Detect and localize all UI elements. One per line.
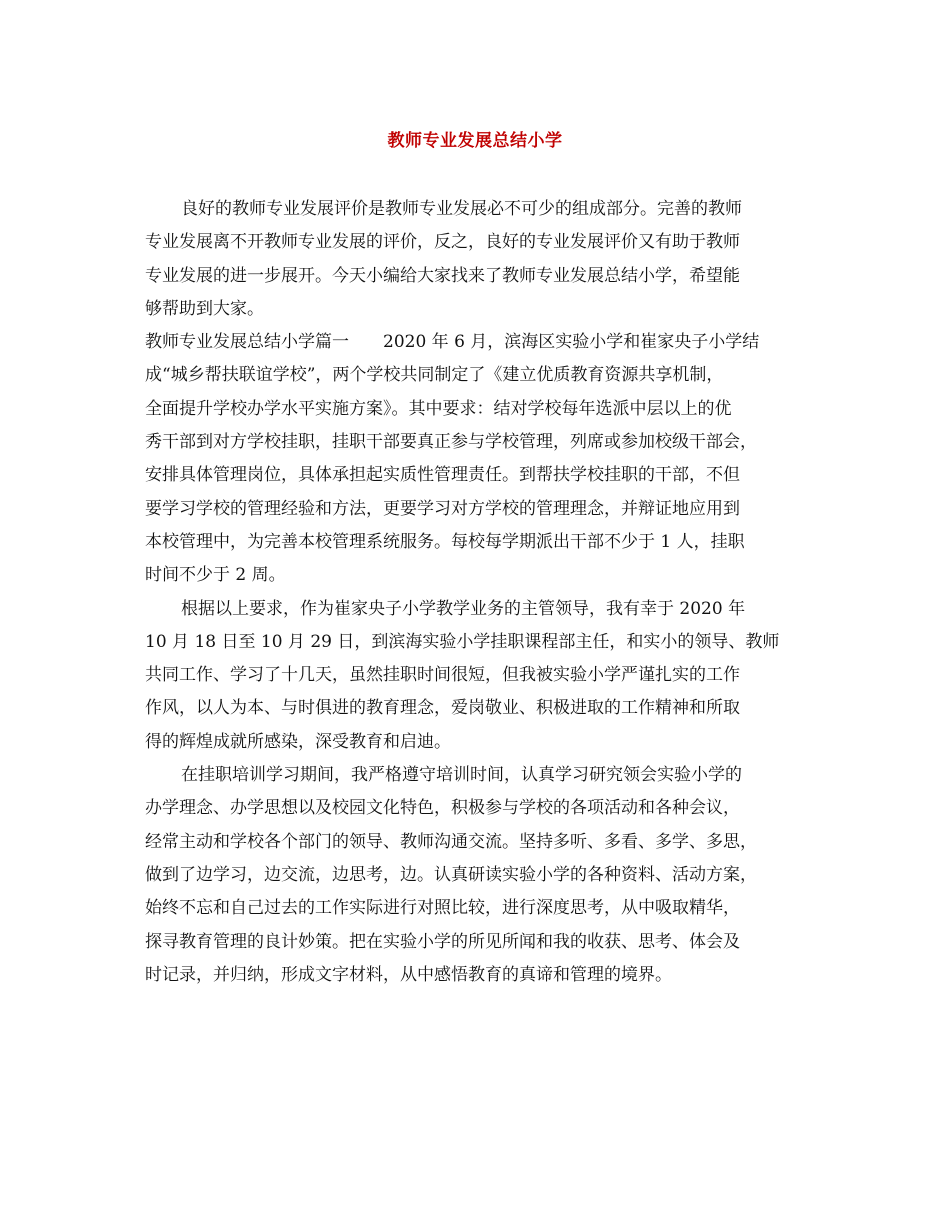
document-body xyxy=(145,193,810,992)
text-line: 成“城乡帮扶联谊学校”，两个学校共同制定了《建立优质教育资源共享机制， xyxy=(145,365,724,386)
text-line: 10 月 18 日至 10 月 29 日，到滨海实验小学挂职课程部主任，和实小的领导、教师 xyxy=(145,631,780,652)
text-line: 要学习学校的管理经验和方法，更要学习对方学校的管理理念，并辩证地应用到 xyxy=(145,498,740,519)
text-line: 始终不忘和自己过去的工作实际进行对照比较，进行深度思考，从中吸取精华， xyxy=(145,898,740,919)
document-title: 教师专业发展总结小学 xyxy=(387,131,563,151)
text-line: 办学理念、办学思想以及校园文化特色，积极参与学校的各项活动和各种会议， xyxy=(145,798,740,819)
text-line: 探寻教育管理的良计妙策。把在实验小学的所见所闻和我的收获、思考、体会及 xyxy=(145,931,740,952)
text-line: 教师专业发展总结小学篇一 2020 年 6 月，滨海区实验小学和崔家央子小学结 xyxy=(145,332,760,353)
text-line: 共同工作、学习了十几天，虽然挂职时间很短，但我被实验小学严谨扎实的工作 xyxy=(145,665,740,686)
text-line: 良好的教师专业发展评价是教师专业发展必不可少的组成部分。完善的教师 xyxy=(181,199,742,219)
text-line: 作风，以人为本、与时俱进的教育理念，爱岗敬业、积极进取的工作精神和所取 xyxy=(145,698,740,719)
text-line: 做到了边学习，边交流，边思考，边。认真研读实验小学的各种资料、活动方案， xyxy=(145,864,757,885)
text-line: 得的辉煌成就所感染，深受教育和启迪。 xyxy=(145,731,451,752)
text-line: 全面提升学校办学水平实施方案》。其中要求：结对学校每年选派中层以上的优 xyxy=(145,398,732,419)
text-line: 在挂职培训学习期间，我严格遵守培训时间，认真学习研究领会实验小学的 xyxy=(181,765,742,786)
text-line: 时记录，并归纳，形成文字材料，从中感悟教育的真谛和管理的境界。 xyxy=(145,964,672,985)
text-line: 根据以上要求，作为崔家央子小学教学业务的主管领导，我有幸于 2020 年 xyxy=(181,598,746,619)
text-line: 够帮助到大家。 xyxy=(145,298,264,319)
text-line: 安排具体管理岗位，具体承担起实质性管理责任。到帮扶学校挂职的干部，不但 xyxy=(145,465,740,486)
text-line: 秀干部到对方学校挂职，挂职干部要真正参与学校管理，列席或参加校级干部会， xyxy=(145,432,757,453)
text-line: 经常主动和学校各个部门的领导、教师沟通交流。坚持多听、多看、多学、多思， xyxy=(145,831,757,852)
text-line: 本校管理中，为完善本校管理系统服务。每校每学期派出干部不少于 1 人，挂职 xyxy=(145,531,745,552)
text-line: 专业发展离不开教师专业发展的评价，反之，良好的专业发展评价又有助于教师 xyxy=(145,232,740,253)
text-line: 时间不少于 2 周。 xyxy=(145,565,286,586)
text-line: 专业发展的进一步展开。今天小编给大家找来了教师专业发展总结小学，希望能 xyxy=(145,265,740,286)
